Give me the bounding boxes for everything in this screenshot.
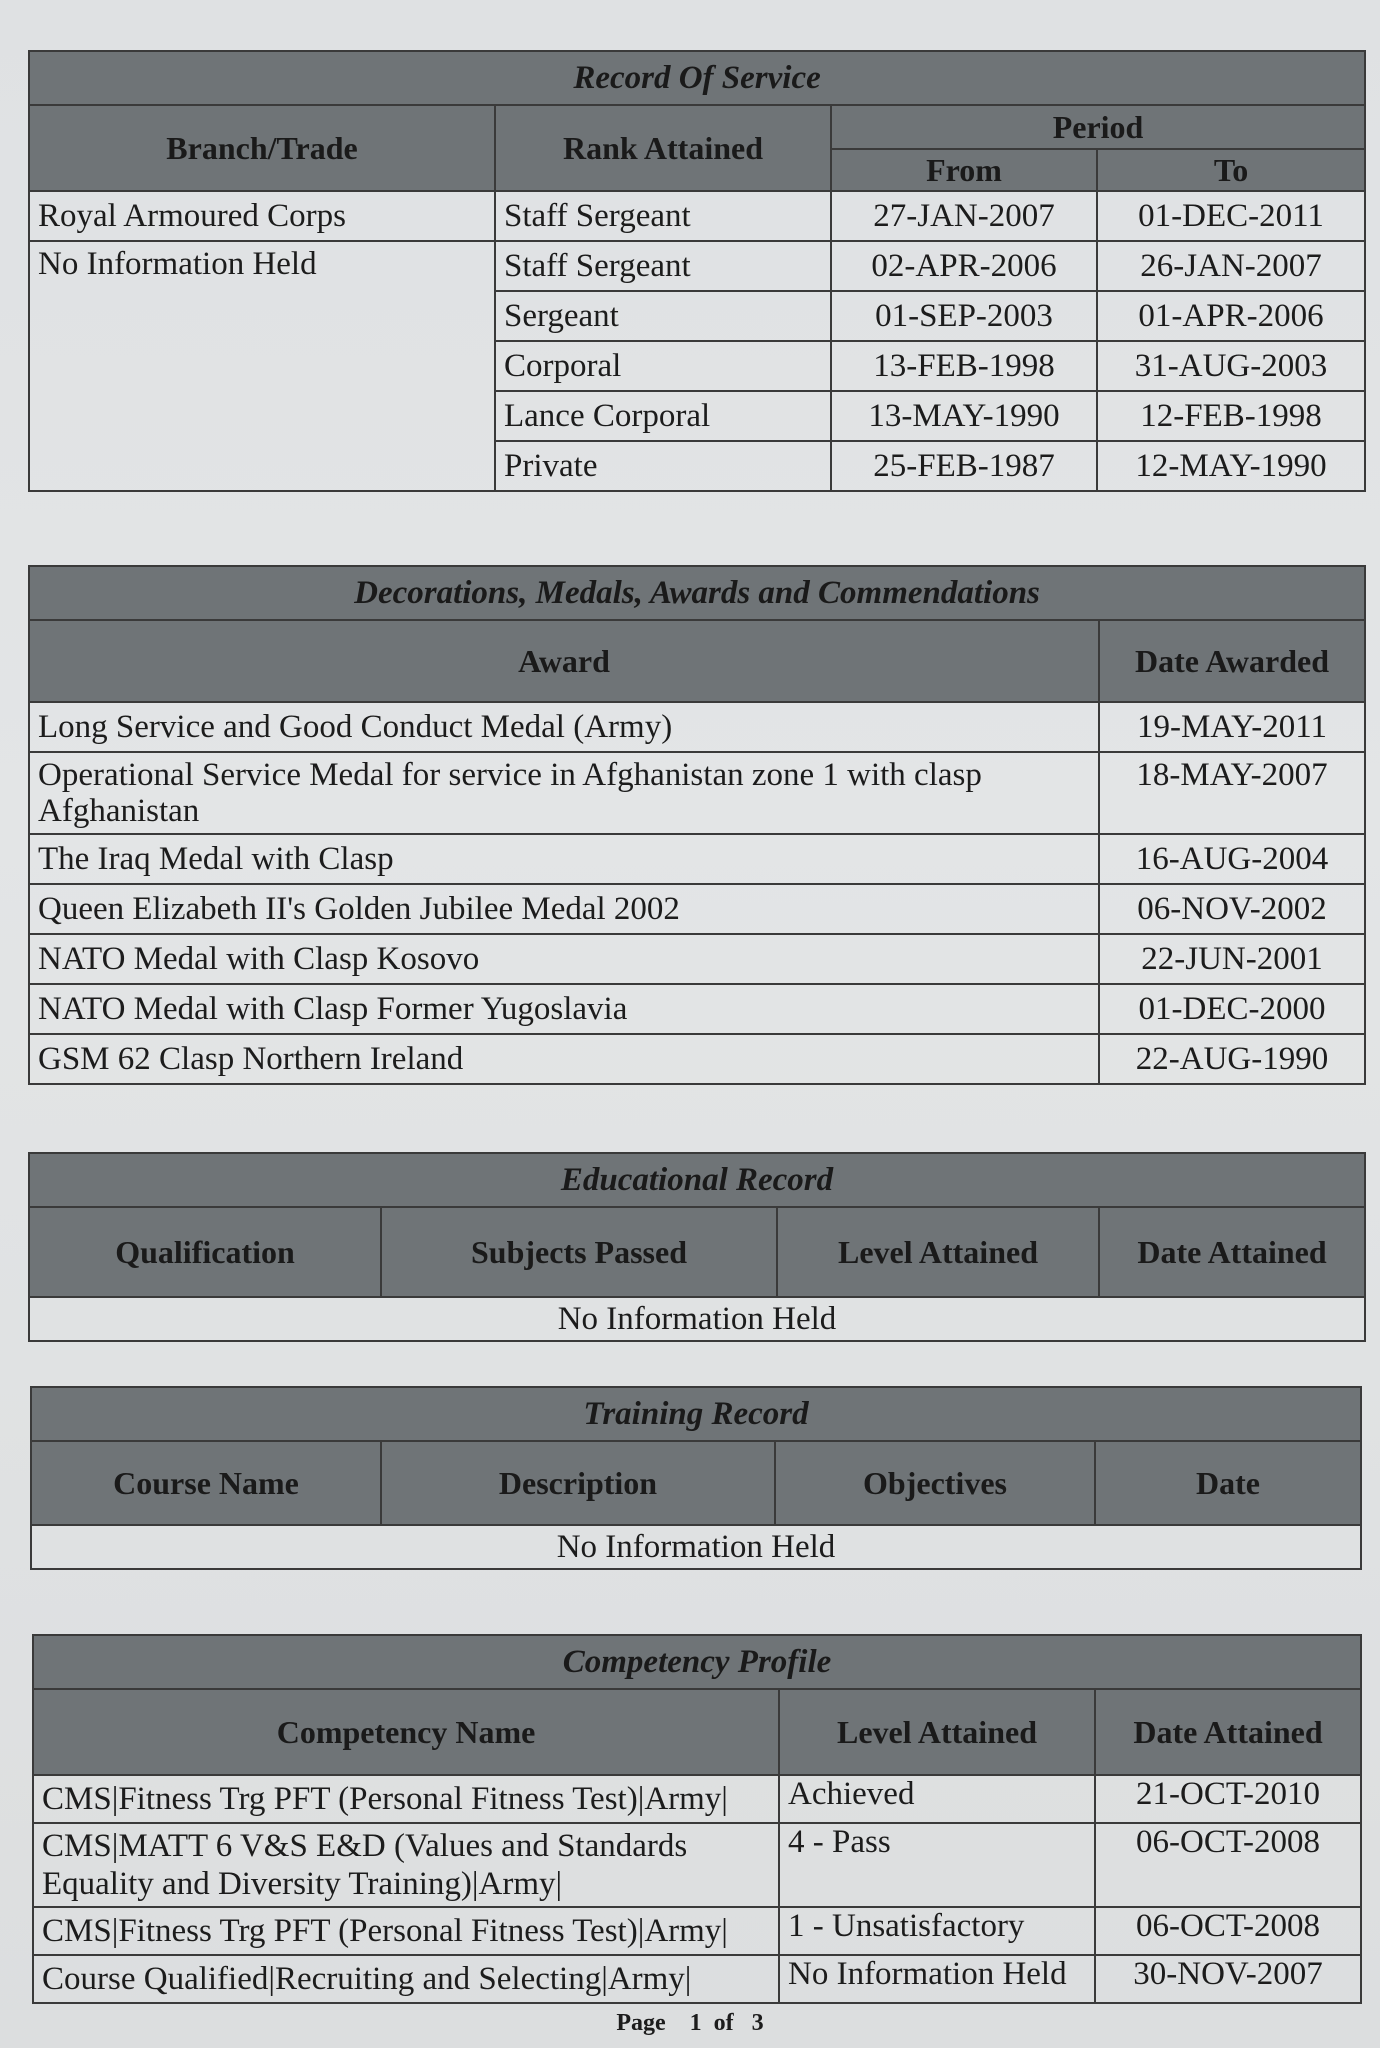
description-header: Description [381, 1441, 775, 1525]
from-cell: 25-FEB-1987 [831, 441, 1097, 491]
decorations-table [28, 565, 1366, 1085]
level-attained-header: Level Attained [779, 1689, 1095, 1775]
date-cell: 01-DEC-2000 [1099, 984, 1365, 1034]
objectives-header: Objectives [775, 1441, 1095, 1525]
no-information-text: No Information Held [31, 1525, 1361, 1569]
date-awarded-header: Date Awarded [1099, 620, 1365, 702]
award-cell: NATO Medal with Clasp Kosovo [29, 934, 1099, 984]
table-row [29, 984, 1365, 1034]
date-cell: 06-OCT-2008 [1095, 1823, 1361, 1907]
from-cell: 02-APR-2006 [831, 241, 1097, 291]
page-total: 3 [751, 2010, 764, 2036]
date-cell: 30-NOV-2007 [1095, 1955, 1361, 2003]
training-record-table [30, 1386, 1362, 1570]
subjects-passed-header: Subjects Passed [381, 1207, 777, 1297]
page-footer [0, 2010, 1380, 2037]
rank-cell: Private [495, 441, 831, 491]
table-row [29, 752, 1365, 834]
table-row [29, 1297, 1365, 1341]
competency-name-cell: Course Qualified|Recruiting and Selecting|Army| [33, 1955, 779, 2003]
award-header: Award [29, 620, 1099, 702]
from-cell: 13-MAY-1990 [831, 391, 1097, 441]
rank-cell: Sergeant [495, 291, 831, 341]
training-record-title: Training Record [31, 1387, 1361, 1441]
branch-cell: Royal Armoured Corps [29, 191, 495, 241]
page-label: Page [616, 2010, 666, 2036]
date-attained-header: Date Attained [1095, 1689, 1361, 1775]
qualification-header: Qualification [29, 1207, 381, 1297]
date-cell: 21-OCT-2010 [1095, 1775, 1361, 1823]
award-cell: NATO Medal with Clasp Former Yugoslavia [29, 984, 1099, 1034]
competency-name-cell: CMS|MATT 6 V&S E&D (Values and Standards Equality and Diversity Training)|Army| [33, 1823, 779, 1907]
date-cell: 19-MAY-2011 [1099, 702, 1365, 752]
award-cell: The Iraq Medal with Clasp [29, 834, 1099, 884]
rank-cell: Lance Corporal [495, 391, 831, 441]
rank-cell: Staff Sergeant [495, 241, 831, 291]
to-cell: 12-FEB-1998 [1097, 391, 1365, 441]
table-row [33, 1775, 1361, 1823]
competency-name-cell: CMS|Fitness Trg PFT (Personal Fitness Test)|Army| [33, 1907, 779, 1955]
level-cell: 4 - Pass [779, 1823, 1095, 1907]
record-of-service-table [28, 50, 1366, 492]
from-cell: 27-JAN-2007 [831, 191, 1097, 241]
level-attained-header: Level Attained [777, 1207, 1099, 1297]
educational-record-table [28, 1152, 1366, 1342]
award-cell: Queen Elizabeth II's Golden Jubilee Medal 2002 [29, 884, 1099, 934]
from-cell: 13-FEB-1998 [831, 341, 1097, 391]
from-header: From [831, 149, 1097, 191]
to-cell: 26-JAN-2007 [1097, 241, 1365, 291]
educational-record-title: Educational Record [29, 1153, 1365, 1207]
rank-cell: Staff Sergeant [495, 191, 831, 241]
award-cell: Long Service and Good Conduct Medal (Army) [29, 702, 1099, 752]
course-name-header: Course Name [31, 1441, 381, 1525]
branch-cell: No Information Held [29, 241, 495, 491]
to-header: To [1097, 149, 1365, 191]
level-cell: Achieved [779, 1775, 1095, 1823]
date-cell: 16-AUG-2004 [1099, 834, 1365, 884]
table-row [33, 1955, 1361, 2003]
branch-trade-header: Branch/Trade [29, 105, 495, 191]
table-row [29, 191, 1365, 241]
date-cell: 22-AUG-1990 [1099, 1034, 1365, 1084]
decorations-title: Decorations, Medals, Awards and Commendations [29, 566, 1365, 620]
record-of-service-title: Record Of Service [29, 51, 1365, 105]
date-cell: 06-NOV-2002 [1099, 884, 1365, 934]
to-cell: 01-DEC-2011 [1097, 191, 1365, 241]
competency-name-header: Competency Name [33, 1689, 779, 1775]
table-row [29, 934, 1365, 984]
table-row [31, 1525, 1361, 1569]
of-label: of [713, 2010, 734, 2036]
from-cell: 01-SEP-2003 [831, 291, 1097, 341]
competency-profile-table [32, 1634, 1362, 2004]
to-cell: 31-AUG-2003 [1097, 341, 1365, 391]
date-cell: 18-MAY-2007 [1099, 752, 1365, 834]
table-row [29, 834, 1365, 884]
date-cell: 06-OCT-2008 [1095, 1907, 1361, 1955]
table-row [29, 884, 1365, 934]
table-row [33, 1907, 1361, 1955]
period-header: Period [831, 105, 1365, 149]
to-cell: 01-APR-2006 [1097, 291, 1365, 341]
level-cell: No Information Held [779, 1955, 1095, 2003]
to-cell: 12-MAY-1990 [1097, 441, 1365, 491]
table-row [29, 702, 1365, 752]
award-cell: Operational Service Medal for service in Afghanistan zone 1 with clasp Afghanistan [29, 752, 1099, 834]
date-cell: 22-JUN-2001 [1099, 934, 1365, 984]
page-number: 1 [689, 2010, 702, 2036]
competency-profile-title: Competency Profile [33, 1635, 1361, 1689]
table-row [29, 241, 1365, 291]
table-row [33, 1823, 1361, 1907]
date-header: Date [1095, 1441, 1361, 1525]
award-cell: GSM 62 Clasp Northern Ireland [29, 1034, 1099, 1084]
rank-attained-header: Rank Attained [495, 105, 831, 191]
table-row [29, 1034, 1365, 1084]
no-information-text: No Information Held [29, 1297, 1365, 1341]
date-attained-header: Date Attained [1099, 1207, 1365, 1297]
competency-name-cell: CMS|Fitness Trg PFT (Personal Fitness Test)|Army| [33, 1775, 779, 1823]
level-cell: 1 - Unsatisfactory [779, 1907, 1095, 1955]
rank-cell: Corporal [495, 341, 831, 391]
